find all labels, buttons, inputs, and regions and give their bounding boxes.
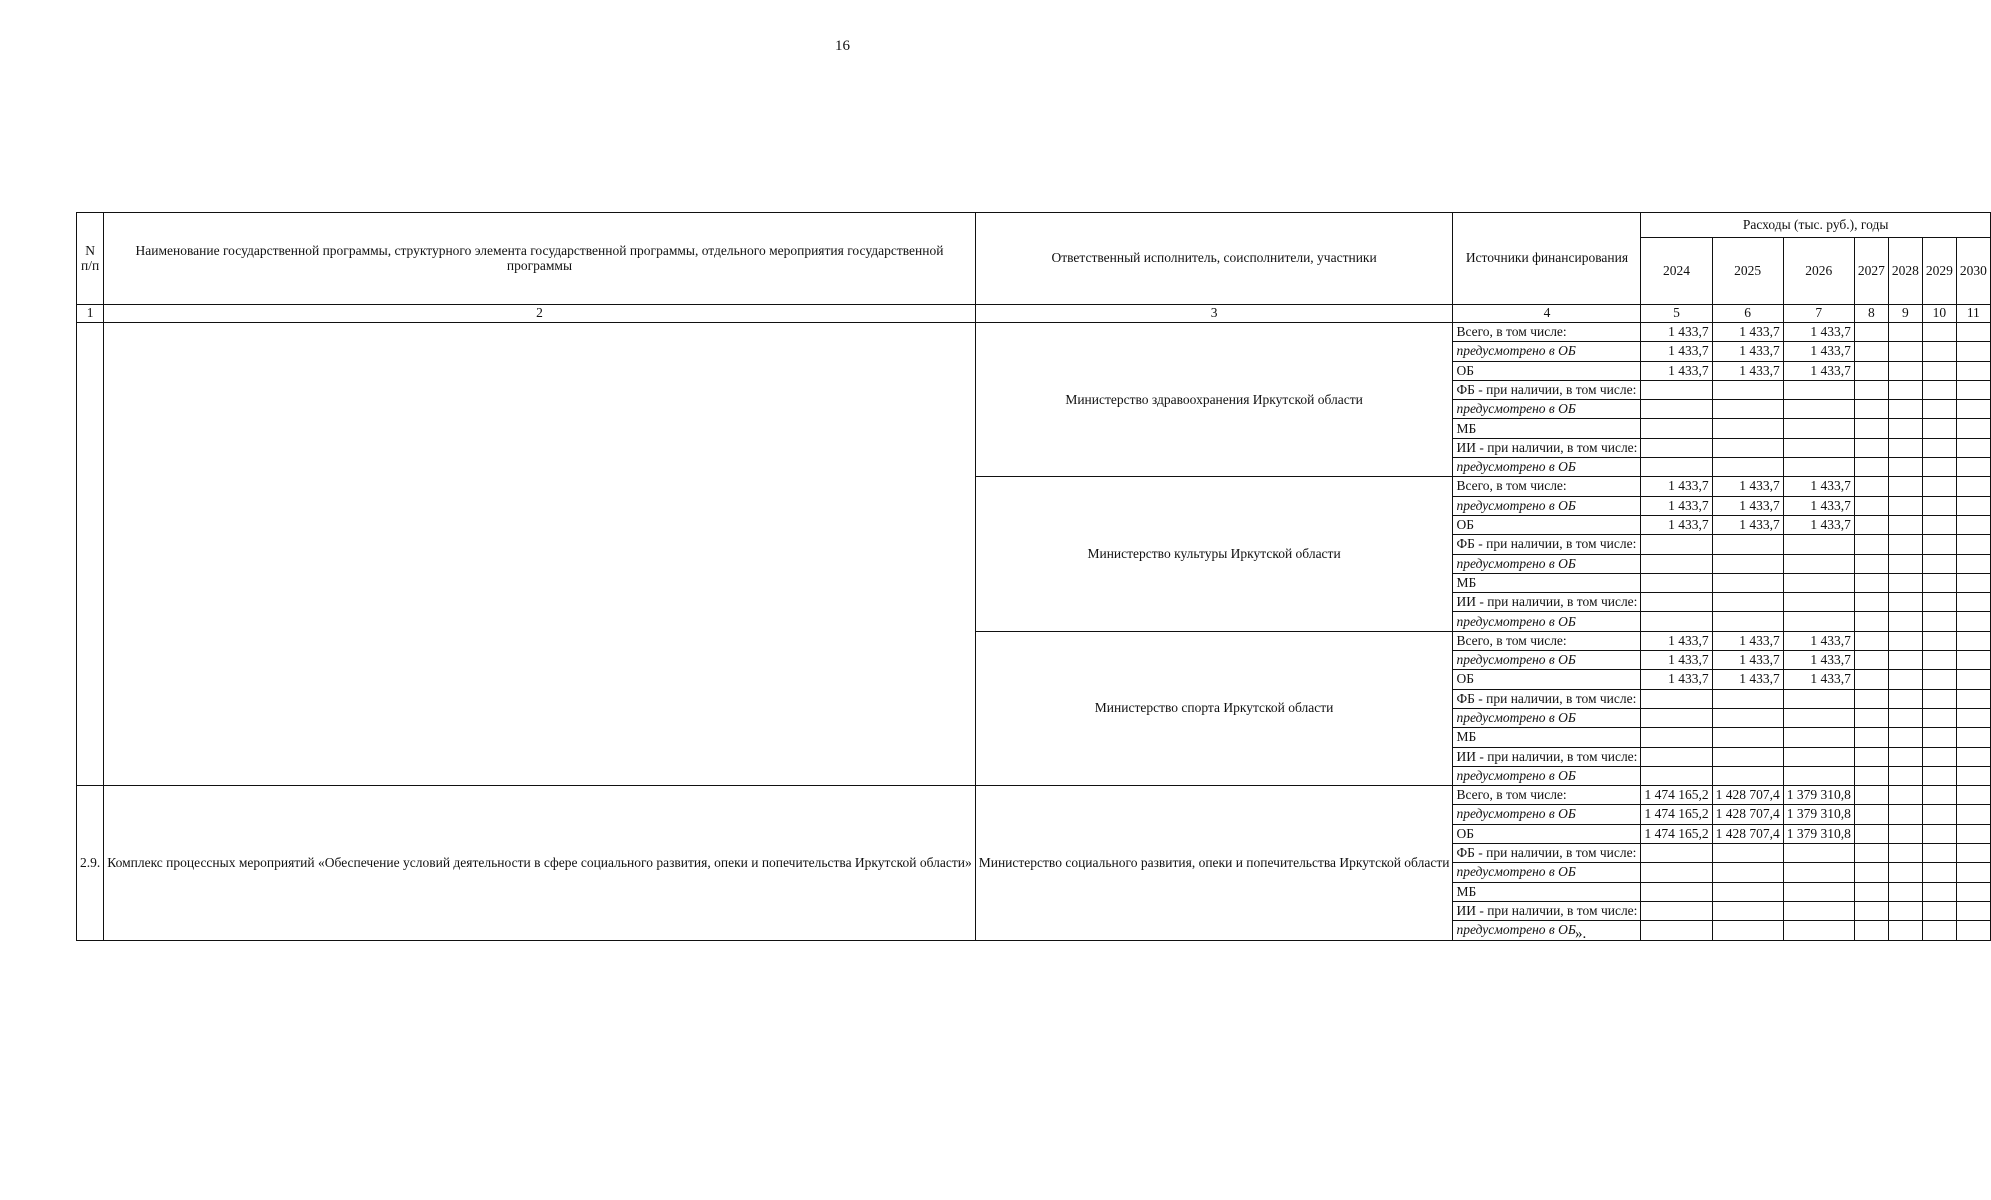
amount-cell [1922, 535, 1956, 554]
amount-cell [1922, 342, 1956, 361]
amount-cell [1854, 882, 1888, 901]
amount-cell [1956, 612, 1990, 631]
amount-cell [1641, 554, 1712, 573]
amount-cell [1783, 844, 1854, 863]
funding-source: предусмотрено в ОБ [1453, 766, 1641, 785]
funding-source: предусмотрено в ОБ [1453, 400, 1641, 419]
amount-cell [1712, 400, 1783, 419]
amount-cell [1956, 824, 1990, 843]
amount-cell [1888, 554, 1922, 573]
amount-cell [1712, 728, 1783, 747]
amount-cell: 1 433,7 [1712, 342, 1783, 361]
amount-cell [1888, 380, 1922, 399]
amount-cell [1922, 689, 1956, 708]
funding-source: Всего, в том числе: [1453, 323, 1641, 342]
amount-cell [1854, 670, 1888, 689]
amount-cell [1922, 824, 1956, 843]
amount-cell [1956, 458, 1990, 477]
amount-cell [1956, 400, 1990, 419]
amount-cell: 1 433,7 [1783, 342, 1854, 361]
amount-cell [1641, 535, 1712, 554]
amount-cell [1888, 631, 1922, 650]
amount-cell [1854, 380, 1888, 399]
amount-cell [1922, 747, 1956, 766]
amount-cell [1783, 380, 1854, 399]
amount-cell [1922, 901, 1956, 920]
funding-source: предусмотрено в ОБ [1453, 863, 1641, 882]
amount-cell [1888, 708, 1922, 727]
amount-cell: 1 379 310,8 [1783, 824, 1854, 843]
amount-cell [1888, 844, 1922, 863]
amount-cell [1888, 496, 1922, 515]
amount-cell [1712, 708, 1783, 727]
amount-cell [1783, 863, 1854, 882]
amount-cell [1641, 901, 1712, 920]
funding-source: ОБ [1453, 670, 1641, 689]
amount-cell [1922, 458, 1956, 477]
amount-cell [1956, 901, 1990, 920]
amount-cell [1641, 400, 1712, 419]
amount-cell [1922, 515, 1956, 534]
amount-cell [1783, 882, 1854, 901]
funding-source: предусмотрено в ОБ [1453, 805, 1641, 824]
amount-cell [1854, 400, 1888, 419]
column-number: 5 [1641, 305, 1712, 323]
amount-cell [1854, 419, 1888, 438]
amount-cell [1888, 612, 1922, 631]
amount-cell [1888, 515, 1922, 534]
column-number: 6 [1712, 305, 1783, 323]
amount-cell [1854, 554, 1888, 573]
header-year: 2028 [1888, 238, 1922, 305]
amount-cell [1888, 805, 1922, 824]
amount-cell [1888, 651, 1922, 670]
amount-cell [1922, 766, 1956, 785]
funding-source: ИИ - при наличии, в том числе: [1453, 901, 1641, 920]
header-name: Наименование государственной программы, структурного элемента государственной программы, отдельного мероприятия государственной программы [104, 213, 975, 305]
amount-cell [1712, 612, 1783, 631]
header-year: 2024 [1641, 238, 1712, 305]
amount-cell [1956, 496, 1990, 515]
amount-cell [1956, 323, 1990, 342]
amount-cell: 1 433,7 [1712, 515, 1783, 534]
amount-cell [1922, 361, 1956, 380]
amount-cell [1854, 766, 1888, 785]
column-number: 1 [77, 305, 104, 323]
amount-cell [1888, 361, 1922, 380]
amount-cell [1783, 747, 1854, 766]
row-number [77, 323, 104, 786]
executor-name: Министерство культуры Иркутской области [975, 477, 1453, 631]
table-row [77, 323, 1991, 342]
amount-cell [1888, 901, 1922, 920]
amount-cell [1712, 573, 1783, 592]
amount-cell: 1 433,7 [1641, 651, 1712, 670]
amount-cell [1854, 844, 1888, 863]
header-year: 2026 [1783, 238, 1854, 305]
amount-cell [1922, 323, 1956, 342]
amount-cell [1956, 342, 1990, 361]
row-number: 2.9. [77, 786, 104, 940]
executor-name: Министерство социального развития, опеки и попечительства Иркутской области [975, 786, 1453, 940]
amount-cell [1783, 400, 1854, 419]
column-number: 3 [975, 305, 1453, 323]
amount-cell [1854, 805, 1888, 824]
column-number: 7 [1783, 305, 1854, 323]
amount-cell [1888, 573, 1922, 592]
amount-cell [1922, 631, 1956, 650]
amount-cell [1922, 882, 1956, 901]
amount-cell [1888, 477, 1922, 496]
amount-cell [1854, 863, 1888, 882]
amount-cell [1922, 612, 1956, 631]
column-number: 9 [1888, 305, 1922, 323]
amount-cell: 1 379 310,8 [1783, 805, 1854, 824]
amount-cell [1854, 342, 1888, 361]
amount-cell [1712, 554, 1783, 573]
executor-name: Министерство здравоохранения Иркутской области [975, 323, 1453, 477]
column-number: 4 [1453, 305, 1641, 323]
amount-cell [1922, 438, 1956, 457]
amount-cell [1854, 786, 1888, 805]
amount-cell [1712, 747, 1783, 766]
amount-cell [1641, 689, 1712, 708]
amount-cell [1641, 708, 1712, 727]
amount-cell [1922, 670, 1956, 689]
amount-cell [1783, 593, 1854, 612]
amount-cell [1712, 882, 1783, 901]
amount-cell [1956, 670, 1990, 689]
amount-cell [1641, 921, 1712, 940]
amount-cell [1641, 863, 1712, 882]
amount-cell [1783, 612, 1854, 631]
header-year: 2025 [1712, 238, 1783, 305]
amount-cell [1888, 535, 1922, 554]
amount-cell [1888, 824, 1922, 843]
amount-cell [1712, 863, 1783, 882]
amount-cell [1783, 535, 1854, 554]
amount-cell [1783, 728, 1854, 747]
amount-cell [1956, 380, 1990, 399]
funding-source: ИИ - при наличии, в том числе: [1453, 438, 1641, 457]
amount-cell [1956, 593, 1990, 612]
amount-cell: 1 433,7 [1783, 361, 1854, 380]
amount-cell [1922, 593, 1956, 612]
amount-cell [1956, 805, 1990, 824]
funding-source: предусмотрено в ОБ [1453, 921, 1641, 940]
amount-cell [1783, 438, 1854, 457]
amount-cell [1956, 708, 1990, 727]
amount-cell [1888, 670, 1922, 689]
amount-cell: 1 433,7 [1712, 631, 1783, 650]
amount-cell [1641, 380, 1712, 399]
budget-table [76, 212, 1991, 941]
funding-source: ФБ - при наличии, в том числе: [1453, 380, 1641, 399]
column-number: 2 [104, 305, 975, 323]
amount-cell: 1 433,7 [1641, 670, 1712, 689]
funding-source: ИИ - при наличии, в том числе: [1453, 593, 1641, 612]
funding-source: ОБ [1453, 361, 1641, 380]
amount-cell [1641, 612, 1712, 631]
funding-source: предусмотрено в ОБ [1453, 554, 1641, 573]
amount-cell [1888, 458, 1922, 477]
amount-cell: 1 433,7 [1783, 323, 1854, 342]
amount-cell: 1 433,7 [1641, 477, 1712, 496]
closing-quote: ». [1575, 926, 1587, 942]
funding-source: ИИ - при наличии, в том числе: [1453, 747, 1641, 766]
amount-cell [1956, 438, 1990, 457]
amount-cell [1783, 766, 1854, 785]
amount-cell [1783, 921, 1854, 940]
amount-cell [1888, 438, 1922, 457]
amount-cell [1888, 863, 1922, 882]
amount-cell [1922, 400, 1956, 419]
amount-cell [1922, 921, 1956, 940]
funding-source: ОБ [1453, 824, 1641, 843]
amount-cell [1854, 535, 1888, 554]
amount-cell [1922, 419, 1956, 438]
amount-cell [1888, 728, 1922, 747]
amount-cell [1956, 361, 1990, 380]
amount-cell [1956, 747, 1990, 766]
amount-cell [1854, 477, 1888, 496]
amount-cell [1956, 515, 1990, 534]
header-expenses: Расходы (тыс. руб.), годы [1641, 213, 1990, 238]
amount-cell [1956, 863, 1990, 882]
amount-cell: 1 474 165,2 [1641, 824, 1712, 843]
funding-source: МБ [1453, 882, 1641, 901]
header-num: N п/п [77, 213, 104, 305]
amount-cell: 1 433,7 [1641, 323, 1712, 342]
amount-cell [1641, 747, 1712, 766]
amount-cell [1641, 458, 1712, 477]
amount-cell: 1 433,7 [1712, 670, 1783, 689]
amount-cell [1888, 766, 1922, 785]
amount-cell [1854, 438, 1888, 457]
funding-source: предусмотрено в ОБ [1453, 651, 1641, 670]
amount-cell [1712, 844, 1783, 863]
column-number: 11 [1956, 305, 1990, 323]
amount-cell [1854, 515, 1888, 534]
funding-source: МБ [1453, 573, 1641, 592]
funding-source: Всего, в том числе: [1453, 631, 1641, 650]
header-year: 2029 [1922, 238, 1956, 305]
amount-cell [1922, 863, 1956, 882]
amount-cell [1956, 651, 1990, 670]
amount-cell [1854, 921, 1888, 940]
amount-cell: 1 433,7 [1783, 670, 1854, 689]
amount-cell [1854, 361, 1888, 380]
amount-cell [1922, 708, 1956, 727]
amount-cell [1783, 458, 1854, 477]
amount-cell [1922, 786, 1956, 805]
amount-cell: 1 433,7 [1641, 515, 1712, 534]
amount-cell [1854, 573, 1888, 592]
funding-source: ФБ - при наличии, в том числе: [1453, 844, 1641, 863]
amount-cell [1712, 419, 1783, 438]
amount-cell [1956, 921, 1990, 940]
amount-cell [1854, 496, 1888, 515]
funding-source: предусмотрено в ОБ [1453, 708, 1641, 727]
amount-cell [1956, 535, 1990, 554]
amount-cell: 1 433,7 [1712, 323, 1783, 342]
amount-cell: 1 433,7 [1641, 361, 1712, 380]
amount-cell [1956, 786, 1990, 805]
amount-cell: 1 379 310,8 [1783, 786, 1854, 805]
amount-cell [1854, 708, 1888, 727]
amount-cell [1922, 651, 1956, 670]
amount-cell: 1 433,7 [1712, 496, 1783, 515]
amount-cell [1783, 901, 1854, 920]
page-number: 16 [835, 38, 850, 54]
amount-cell [1888, 747, 1922, 766]
header-year: 2027 [1854, 238, 1888, 305]
table-row [77, 786, 1991, 805]
amount-cell [1922, 477, 1956, 496]
amount-cell [1956, 766, 1990, 785]
amount-cell [1783, 573, 1854, 592]
amount-cell: 1 433,7 [1783, 496, 1854, 515]
funding-source: Всего, в том числе: [1453, 477, 1641, 496]
amount-cell [1888, 882, 1922, 901]
amount-cell [1783, 419, 1854, 438]
amount-cell [1783, 689, 1854, 708]
amount-cell [1888, 400, 1922, 419]
header-source: Источники финансирования [1453, 213, 1641, 305]
column-number: 8 [1854, 305, 1888, 323]
amount-cell [1641, 882, 1712, 901]
amount-cell [1922, 844, 1956, 863]
amount-cell [1956, 728, 1990, 747]
amount-cell: 1 433,7 [1712, 361, 1783, 380]
amount-cell [1956, 882, 1990, 901]
funding-source: ФБ - при наличии, в том числе: [1453, 535, 1641, 554]
amount-cell [1712, 380, 1783, 399]
funding-source: предусмотрено в ОБ [1453, 612, 1641, 631]
amount-cell [1854, 651, 1888, 670]
amount-cell [1922, 728, 1956, 747]
column-number: 10 [1922, 305, 1956, 323]
amount-cell [1641, 593, 1712, 612]
amount-cell [1641, 438, 1712, 457]
amount-cell [1922, 496, 1956, 515]
amount-cell: 1 474 165,2 [1641, 805, 1712, 824]
funding-source: МБ [1453, 728, 1641, 747]
amount-cell [1854, 901, 1888, 920]
funding-source: предусмотрено в ОБ [1453, 342, 1641, 361]
amount-cell: 1 428 707,4 [1712, 786, 1783, 805]
amount-cell: 1 428 707,4 [1712, 824, 1783, 843]
amount-cell: 1 433,7 [1641, 496, 1712, 515]
amount-cell [1956, 631, 1990, 650]
amount-cell: 1 433,7 [1783, 651, 1854, 670]
amount-cell [1712, 535, 1783, 554]
program-name [104, 323, 975, 786]
amount-cell: 1 433,7 [1783, 477, 1854, 496]
amount-cell [1888, 323, 1922, 342]
amount-cell [1712, 766, 1783, 785]
amount-cell [1956, 477, 1990, 496]
amount-cell: 1 433,7 [1641, 631, 1712, 650]
amount-cell [1888, 593, 1922, 612]
amount-cell [1922, 805, 1956, 824]
amount-cell [1712, 458, 1783, 477]
amount-cell [1854, 458, 1888, 477]
amount-cell: 1 433,7 [1712, 477, 1783, 496]
amount-cell: 1 474 165,2 [1641, 786, 1712, 805]
amount-cell [1956, 844, 1990, 863]
funding-source: Всего, в том числе: [1453, 786, 1641, 805]
amount-cell [1888, 689, 1922, 708]
amount-cell [1888, 342, 1922, 361]
amount-cell [1854, 824, 1888, 843]
amount-cell [1641, 766, 1712, 785]
amount-cell [1854, 747, 1888, 766]
header-executor: Ответственный исполнитель, соисполнители, участники [975, 213, 1453, 305]
amount-cell [1641, 419, 1712, 438]
amount-cell [1922, 380, 1956, 399]
amount-cell [1712, 921, 1783, 940]
header-year: 2030 [1956, 238, 1990, 305]
amount-cell: 1 433,7 [1783, 515, 1854, 534]
amount-cell [1956, 689, 1990, 708]
amount-cell: 1 428 707,4 [1712, 805, 1783, 824]
amount-cell [1854, 689, 1888, 708]
funding-source: ФБ - при наличии, в том числе: [1453, 689, 1641, 708]
amount-cell: 1 433,7 [1712, 651, 1783, 670]
amount-cell [1641, 728, 1712, 747]
funding-source: МБ [1453, 419, 1641, 438]
amount-cell [1854, 728, 1888, 747]
amount-cell [1888, 921, 1922, 940]
amount-cell [1641, 844, 1712, 863]
amount-cell [1712, 593, 1783, 612]
amount-cell [1712, 438, 1783, 457]
amount-cell [1854, 631, 1888, 650]
amount-cell [1854, 323, 1888, 342]
amount-cell [1956, 573, 1990, 592]
amount-cell [1712, 901, 1783, 920]
amount-cell [1854, 593, 1888, 612]
amount-cell [1956, 419, 1990, 438]
funding-source: ОБ [1453, 515, 1641, 534]
program-name: Комплекс процессных мероприятий «Обеспечение условий деятельности в сфере социального развития, опеки и попечительства Иркутской области» [104, 786, 975, 940]
funding-source: предусмотрено в ОБ [1453, 458, 1641, 477]
funding-source: предусмотрено в ОБ [1453, 496, 1641, 515]
amount-cell [1922, 554, 1956, 573]
amount-cell: 1 433,7 [1783, 631, 1854, 650]
amount-cell [1922, 573, 1956, 592]
amount-cell [1854, 612, 1888, 631]
amount-cell [1783, 554, 1854, 573]
amount-cell: 1 433,7 [1641, 342, 1712, 361]
executor-name: Министерство спорта Иркутской области [975, 631, 1453, 785]
amount-cell [1712, 689, 1783, 708]
amount-cell [1641, 573, 1712, 592]
amount-cell [1956, 554, 1990, 573]
amount-cell [1888, 419, 1922, 438]
amount-cell [1888, 786, 1922, 805]
amount-cell [1783, 708, 1854, 727]
